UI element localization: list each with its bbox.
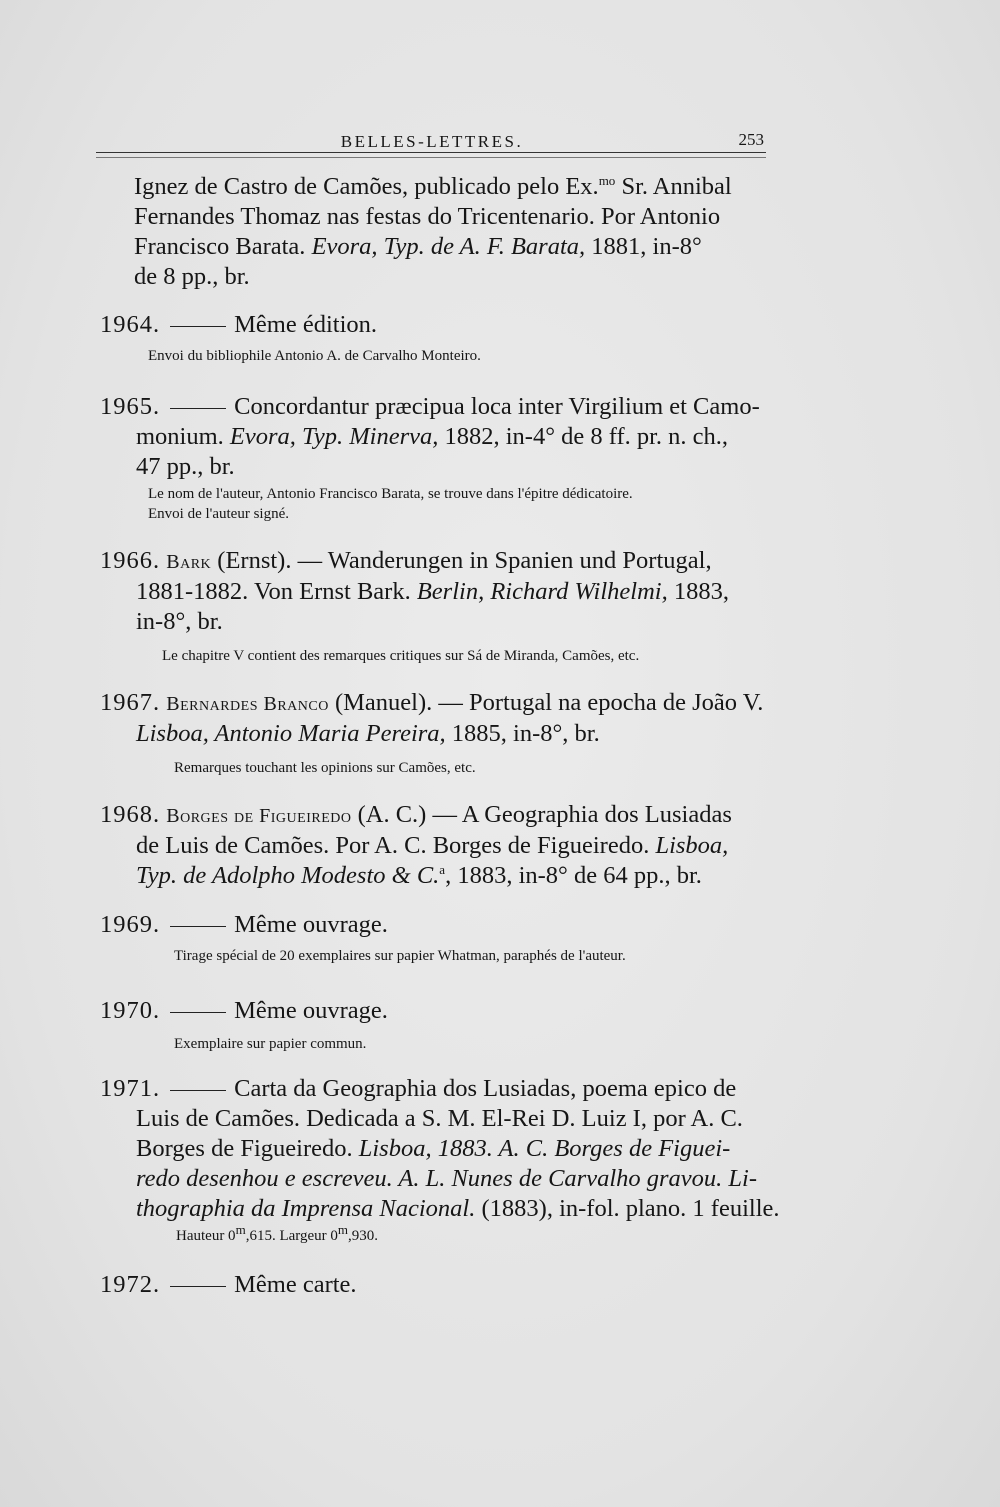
header-rule <box>96 152 766 158</box>
entry-1968: 1968. Borges de Figueiredo (A. C.) — A Geographia dos Lusiadas de Luis de Camões. Por A. C. Borges de Figueiredo. Lisboa, Typ. de Adolpho Modesto & C.$^a$, 1883, in-8° de 64 pp., br. <box>100 801 732 889</box>
author-name: Borges de Figueiredo <box>166 805 352 827</box>
entry-1967-note: Remarques touchant les opinions sur Camões, etc. <box>174 760 476 776</box>
ditto-dash <box>170 326 226 327</box>
section-title: BELLES-LETTRES. <box>340 132 524 151</box>
entry-number: 1970. <box>100 997 161 1024</box>
ditto-dash <box>170 1090 226 1091</box>
entry-1964-note: Envoi du bibliophile Antonio A. de Carvalho Monteiro. <box>148 348 481 364</box>
entry-number: 1964. <box>100 311 161 338</box>
entry-1969-note: Tirage spécial de 20 exemplaires sur papier Whatman, paraphés de l'auteur. <box>174 948 626 964</box>
entry-number: 1969. <box>100 911 161 938</box>
entry-number: 1968. <box>100 801 161 828</box>
ditto-dash <box>170 926 226 927</box>
author-name: Bernardes Branco <box>166 693 329 715</box>
entry-1970-note: Exemplaire sur papier commun. <box>174 1036 367 1052</box>
continuation-paragraph: Ignez de Castro de Camões, publicado pelo Ex.$^{mo}$ Sr. Annibal Fernandes Thomaz nas festas do Tricentenario. Por Antonio Francisco Barata. Evora, Typ. de A. F. Barata, 1881, in-8° de 8 pp., br. <box>134 172 732 290</box>
entry-number: 1967. <box>100 689 161 716</box>
ditto-dash <box>170 1012 226 1013</box>
ditto-dash <box>170 1286 226 1287</box>
entry-1970: 1970. Même ouvrage. <box>100 997 388 1024</box>
running-head <box>98 128 766 152</box>
entry-1965-note: Le nom de l'auteur, Antonio Francisco Barata, se trouve dans l'épitre dédicatoire. Envoi de l'auteur signé. <box>148 486 633 522</box>
entry-number: 1965. <box>100 393 161 420</box>
entry-1966: 1966. Bark (Ernst). — Wanderungen in Spanien und Portugal, 1881-1882. Von Ernst Bark. Berlin, Richard Wilhelmi, 1883, in-8°, br. <box>100 547 729 635</box>
entry-1967: 1967. Bernardes Branco (Manuel). — Portugal na epocha de João V. Lisboa, Antonio Maria Pereira, 1885, in-8°, br. <box>100 689 764 747</box>
entry-1971-note: Hauteur 0$^m$,615. Largeur 0$^m$,930. <box>176 1222 379 1244</box>
page-number: 253 <box>738 130 764 149</box>
author-name: Bark <box>166 551 212 573</box>
entry-1965: 1965. Concordantur præcipua loca inter Virgilium et Camo- monium. Evora, Typ. Minerva, 1882, in-4° de 8 ff. pr. n. ch., 47 pp., br. <box>100 393 760 480</box>
entry-1972: 1972. Même carte. <box>100 1271 357 1298</box>
entry-1964: 1964. Même édition. <box>100 311 378 338</box>
entry-1969: 1969. Même ouvrage. <box>100 911 388 938</box>
entry-number: 1971. <box>100 1075 161 1102</box>
entry-1971: 1971. Carta da Geographia dos Lusiadas, poema epico de Luis de Camões. Dedicada a S. M. El-Rei D. Luiz I, por A. C. Borges de Figueiredo. Lisboa, 1883. A. C. Borges de Figuei- redo desenhou e escreveu. A. L. Nunes de Carvalho gravou. Li- thographia da Imprensa Nacional. (1883), in-fol. plano. 1 feuille. <box>100 1075 780 1222</box>
entry-1966-note: Le chapitre V contient des remarques critiques sur Sá de Miranda, Camões, etc. <box>162 648 640 664</box>
entry-number: 1972. <box>100 1271 161 1298</box>
entry-number: 1966. <box>100 547 161 574</box>
ditto-dash <box>170 408 226 409</box>
